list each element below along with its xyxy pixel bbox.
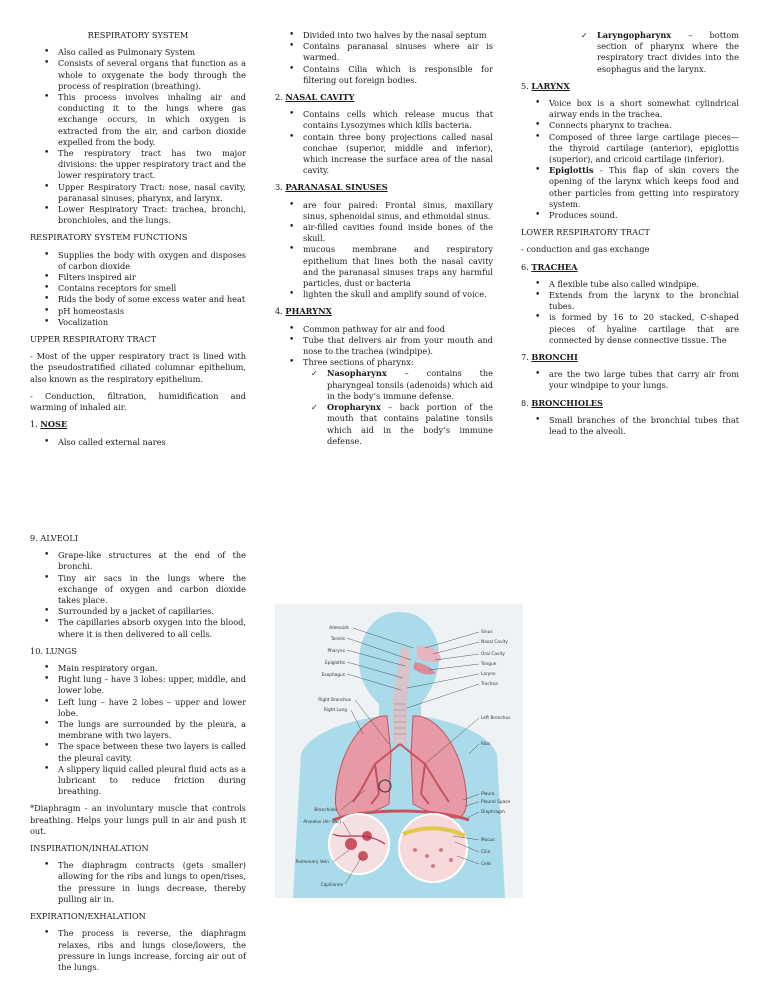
bronchioles-list (521, 415, 739, 437)
label-alveolus: Alveolus (Air Sac) (303, 820, 341, 825)
list-item: • Also called external nares (30, 437, 246, 448)
nose-list-continued (275, 30, 493, 86)
label-pleural-space: Pleural Space (481, 800, 511, 805)
lungs-list (30, 663, 246, 797)
list-item: • A slippery liquid called pleural fluid acts as a lubricant to reduce friction during breathing. (30, 764, 246, 798)
pharynx-sections-list (307, 368, 493, 446)
functions-list (30, 250, 246, 328)
list-item: • This process involves inhaling air and conducting it to the lungs where gas exchange occurs, in which oxygen is extracted from the air, and carbon dioxide expelled from the body. (30, 92, 246, 148)
label-oral-cavity: Oral Cavity (481, 652, 505, 657)
column-2 (275, 30, 493, 447)
list-item: • Lower Respiratory Tract: trachea, bronchi, bronchioles, and the lungs. (30, 204, 246, 226)
functions-heading: RESPIRATORY SYSTEM FUNCTIONS (30, 232, 188, 243)
list-item: • are four paired: Frontal sinus, maxillary sinus, sphenoidal sinus, and ethmoidal sinus. (275, 200, 493, 222)
list-item: • Small branches of the bronchial tubes that lead to the alveoli. (521, 415, 739, 437)
list-item: • Contains cells which release mucus that contains Lysozymes which kills bacteria. (275, 109, 493, 131)
label-trachea: Trachea (481, 682, 498, 687)
larynx-heading: 5. LARYNX (521, 80, 570, 91)
list-item: • Also called as Pulmonary System (30, 47, 246, 58)
label-pleura: Pleura (481, 792, 495, 797)
list-item: • The capillaries absorb oxygen into the blood, where it is then delivered to all cells. (30, 617, 246, 639)
lungs-heading: 10. LUNGS (30, 645, 77, 656)
respiratory-diagram (275, 604, 523, 898)
bronchioles-heading: 8. BRONCHIOLES (521, 397, 603, 408)
expiration-list (30, 928, 246, 973)
label-sinus: Sinus (481, 630, 493, 635)
list-item: • Composed of three large cartilage pieces—the thyroid cartilage (anterior), epiglottis (superior), and cricoid cartilage (inferior). (521, 132, 739, 166)
list-item: • The diaphragm contracts (gets smaller) allowing for the ribs and lungs to open/rises, the pressure in lungs decrease, thereby pulling air in. (30, 860, 246, 905)
list-item: ✓ Laryngopharynx – bottom section of pharynx where the respiratory tract divides into the esophagus and the larynx. (577, 30, 739, 75)
label-nasal-cavity: Nasal Cavity (481, 640, 508, 645)
list-item: • Surrounded by a jacket of capillaries. (30, 606, 246, 617)
inspiration-heading: INSPIRATION/INHALATION (30, 843, 149, 854)
label-right-lung: Right Lung (323, 708, 347, 713)
label-capillaries: Capillaries (320, 883, 343, 888)
paranasal-heading: 3. PARANASAL SINUSES (275, 182, 388, 193)
list-item: • Produces sound. (521, 210, 739, 221)
upper-tract-paragraph: - Conduction, filtration, humidification and warming of inhaled air. (30, 390, 246, 413)
diaphragm-note: *Diaphragm - an involuntary muscle that controls breathing. Helps your lungs pull in air and push it out. (30, 803, 246, 836)
list-item: • Grape-like structures at the end of the bronchi. (30, 550, 246, 572)
list-item: • The space between these two layers is called the pleural cavity. (30, 741, 246, 763)
list-item: • Divided into two halves by the nasal septum (275, 30, 493, 41)
list-item: • The process is reverse, the diaphragm relaxes, ribs and lungs close/lowers, the pressure in lungs increase, forcing air out of the lungs. (30, 928, 246, 973)
list-item: • Left lung – have 2 lobes – upper and lower lobe. (30, 697, 246, 719)
column-1 (30, 30, 246, 448)
list-item: • are the two large tubes that carry air from your windpipe to your lungs. (521, 369, 739, 391)
nose-heading: 1. NOSE (30, 419, 68, 430)
list-item: • Three sections of pharynx: ✓ Nasopharynx – contains the pharyngeal tonsils (adenoids) which aid in the body’s immune defense. ✓ Oropharynx – back portion of the mouth that contains palatine tonsils which aid in the body’s immune defense. (275, 357, 493, 447)
list-item: • Filters inspired air (30, 272, 246, 283)
column-3 (521, 30, 739, 437)
label-left-bronchus: Left Bronchus (481, 716, 511, 721)
label-pulmonary-vein: Pulmonary Vein (295, 860, 329, 865)
list-item: • Voice box is a short somewhat cylindrical airway ends in the trachea. (521, 98, 739, 120)
trachea-heading: 6. TRACHEA (521, 261, 578, 272)
label-larynx: Larynx (481, 672, 496, 677)
larynx-list (521, 98, 739, 221)
expiration-heading: EXPIRATION/EXHALATION (30, 911, 146, 922)
label-mucus: Mucus (481, 838, 495, 843)
list-item: • pH homeostasis (30, 306, 246, 317)
nasal-cavity-heading: 2. NASAL CAVITY (275, 92, 355, 103)
list-item: • Common pathway for air and food (275, 324, 493, 335)
label-epiglottis: Epiglottis (325, 661, 345, 666)
list-item: • Contains receptors for smell (30, 283, 246, 294)
list-item: • lighten the skull and amplify sound of voice. (275, 289, 493, 300)
list-item: • contain three bony projections called nasal conchae (superior, middle and inferior), which increase the surface area of the nasal cavity. (275, 132, 493, 177)
label-bronchiole: Bronchiole (314, 808, 337, 813)
list-item: • Connects pharynx to trachea. (521, 120, 739, 131)
list-item: • air-filled cavities found inside bones of the skull. (275, 222, 493, 244)
nasal-cavity-list (275, 109, 493, 176)
trachea-list (521, 279, 739, 346)
label-esophagus: Esophagus (321, 673, 345, 678)
list-item: • Supplies the body with oxygen and disposes of carbon dioxide (30, 250, 246, 272)
alveoli-heading: 9. ALVEOLI (30, 533, 79, 543)
list-item: • Right lung – have 3 lobes: upper, middle, and lower lobe. (30, 674, 246, 696)
list-item: • Tiny air sacs in the lungs where the exchange of oxygen and carbon dioxide takes place. (30, 573, 246, 607)
list-item: • Epiglottis - This flap of skin covers the opening of the larynx which keeps food and other particles from getting into respiratory system. (521, 165, 739, 210)
bronchi-list (521, 369, 739, 391)
list-item: • Rids the body of some excess water and heat (30, 294, 246, 305)
nose-list (30, 437, 246, 448)
label-adenoids: Adenoids (329, 626, 349, 631)
laryngopharynx-list (577, 30, 739, 75)
list-item: • Contains Cilia which is responsible for filtering out foreign bodies. (275, 64, 493, 86)
cilia-inset (399, 814, 467, 882)
list-item: • Consists of several organs that function as a whole to oxygenate the body through the process of respiration (breathing). (30, 58, 246, 92)
list-item: ✓ Oropharynx – back portion of the mouth that contains palatine tonsils which aid in the body’s immune defense. (307, 402, 493, 447)
paranasal-list (275, 200, 493, 301)
upper-tract-paragraph: - Most of the upper respiratory tract is lined with the pseudostratified ciliated columnar epithelium, also known as the respiratory epithelium. (30, 351, 246, 384)
doc-title: RESPIRATORY SYSTEM (87, 30, 189, 40)
lower-tract-heading: LOWER RESPIRATORY TRACT (521, 227, 650, 238)
list-item: ✓ Nasopharynx – contains the pharyngeal tonsils (adenoids) which aid in the body’s immune defense. (307, 368, 493, 402)
lower-tract-text: - conduction and gas exchange (521, 244, 650, 255)
list-item: • The lungs are surrounded by the pleura, a membrane with two layers. (30, 719, 246, 741)
alveoli-list (30, 550, 246, 640)
label-diaphragm: Diaphragm (481, 810, 505, 815)
lower-section (30, 533, 246, 973)
label-cells: Cells (481, 862, 492, 867)
upper-tract-heading: UPPER RESPIRATORY TRACT (30, 334, 157, 345)
label-pharynx: Pharynx (327, 649, 345, 654)
label-tongue: Tongue (481, 662, 497, 667)
list-item: • Contains paranasal sinuses where air is warmed. (275, 41, 493, 63)
label-right-bronchus: Right Bronchus (318, 698, 351, 703)
intro-list (30, 47, 246, 226)
list-item: • A flexible tube also called windpipe. (521, 279, 739, 290)
pharynx-list (275, 324, 493, 447)
label-tonsils: Tonsils (330, 637, 345, 642)
respiratory-illustration (275, 604, 523, 898)
label-cilia: Cilia (481, 850, 491, 855)
pharynx-heading: 4. PHARYNX (275, 306, 332, 317)
list-item: • The respiratory tract has two major divisions: the upper respiratory tract and the lower respiratory tract. (30, 148, 246, 182)
bronchi-heading: 7. BRONCHI (521, 352, 578, 363)
inspiration-list (30, 860, 246, 905)
list-item: • is formed by 16 to 20 stacked, C-shaped pieces of hyaline cartilage that are connected by dense connective tissue. The (521, 312, 739, 346)
list-item: • Main respiratory organ. (30, 663, 246, 674)
list-item: • Extends from the larynx to the bronchial tubes. (521, 290, 739, 312)
list-item: • Tube that delivers air from your mouth and nose to the trachea (windpipe). (275, 335, 493, 357)
label-ribs: Ribs (481, 742, 491, 747)
list-item: • mucous membrane and respiratory epithelium that lines both the nasal cavity and the paranasal sinuses traps any harmful particles, dust or bacteria (275, 244, 493, 289)
list-item: • Upper Respiratory Tract: nose, nasal cavity, paranasal sinuses, pharynx, and larynx. (30, 182, 246, 204)
list-item: • Vocalization (30, 317, 246, 328)
